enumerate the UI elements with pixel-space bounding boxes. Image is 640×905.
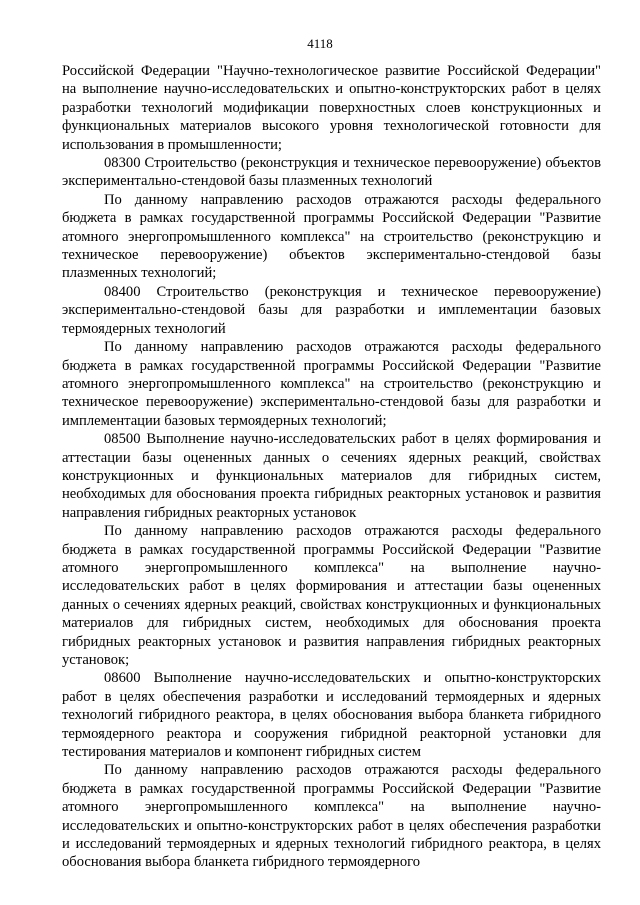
paragraph-code-08400: 08400 Строительство (реконструкция и техническое перевооружение) экспериментально-стендовой базы для разработки и имплементации базовых термоядерных технологий [62, 283, 601, 337]
paragraph-continuation: Российской Федерации "Научно-технологическое развитие Российской Федерации" на выполнение научно-исследовательских и опытно-конструкторских работ в целях разработки технологий модификации поверхностных слоев конструкционных и функциональных материалов высокого уровня технологической готовности для использования в промышленности; [62, 63, 601, 153]
paragraph-code-08600: 08600 Выполнение научно-исследовательских и опытно-конструкторских работ в целях обеспечения разработки и исследований термоядерных и ядерных технологий гибридного реактора, в целях обоснования выбора бланкета гибридного термоядерного реактора и сооружения гибридной реакторной установки для тестирования материалов и компонент гибридных систем [62, 670, 601, 761]
paragraph-code-08300: 08300 Строительство (реконструкция и техническое перевооружение) объектов экспериментально-стендовой базы плазменных технологий [62, 155, 601, 190]
page-number: 4118 [307, 36, 333, 51]
paragraph-code-08500: 08500 Выполнение научно-исследовательских работ в целях формирования и аттестации базы оцененных данных о сечениях ядерных реакций, свойствах конструкционных и функциональных материалов для гибридных систем, необходимых для обоснования проекта гибридных реакторных установок и развития направления гибридных реакторных установок [62, 431, 601, 521]
paragraph-description-08400: По данному направлению расходов отражаются расходы федерального бюджета в рамках государственной программы Российской Федерации "Развитие атомного энергопромышленного комплекса" на строительство (реконструкцию и техническое перевооружение) экспериментально-стендовой базы для разработки и имплементации базовых термоядерных технологий; [62, 339, 601, 429]
paragraph-description-08300: По данному направлению расходов отражаются расходы федерального бюджета в рамках государственной программы Российской Федерации "Развитие атомного энергопромышленного комплекса" на строительство (реконструкцию и техническое перевооружение) объектов экспериментально-стендовой базы плазменных технологий; [62, 191, 601, 282]
paragraph-description-08500: По данному направлению расходов отражаются расходы федерального бюджета в рамках государственной программы Российской Федерации "Развитие атомного энергопромышленного комплекса" на выполнение научно-исследовательских работ в целях формирования и аттестации базы оцененных данных о сечениях ядерных реакций, свойствах конструкционных и функциональных материалов для гибридных систем, необходимых для обоснования проекта гибридных реакторных установок и развития направления гибридных реакторных установок; [62, 523, 601, 668]
paragraph-description-08600: По данному направлению расходов отражаются расходы федерального бюджета в рамках государственной программы Российской Федерации "Развитие атомного энергопромышленного комплекса" на выполнение научно-исследовательских и опытно-конструкторских работ в целях обеспечения разработки и исследований термоядерных и ядерных технологий гибридного реактора, в целях обоснования выбора бланкета гибридного термоядерного [62, 762, 601, 871]
document-body [62, 62, 601, 872]
